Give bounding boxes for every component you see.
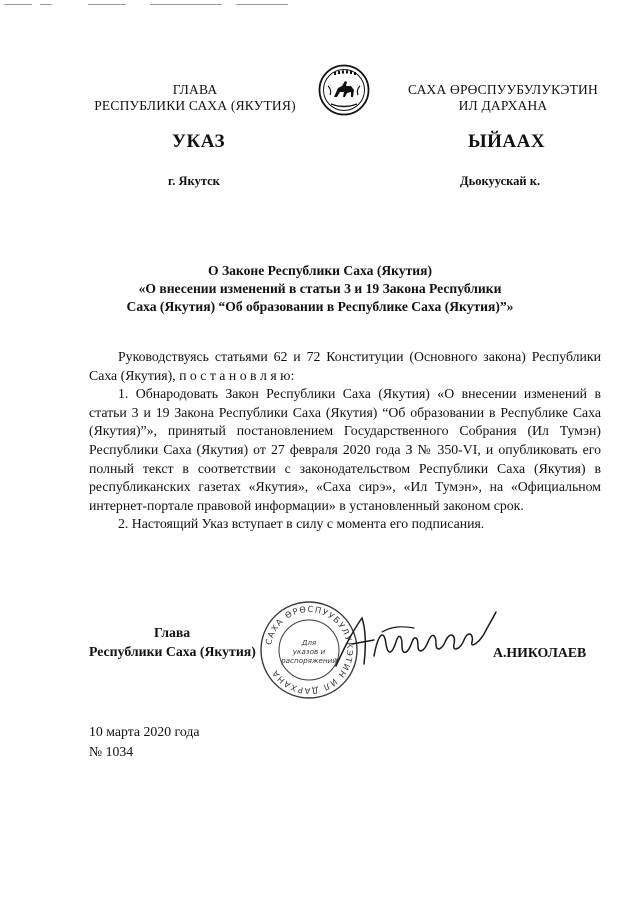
title-line-3: Саха (Якутия) “Об образовании в Республике Саха (Якутия)”» xyxy=(126,299,514,314)
header-left-line-1: ГЛАВА xyxy=(172,82,218,97)
signature-title-line-2: Республики Саха (Якутия) xyxy=(89,644,256,659)
signatory-name: А.НИКОЛАЕВ xyxy=(493,645,587,660)
header-right-line-2: ИЛ ДАРХАНА xyxy=(458,98,548,113)
body-item-1: 1. Обнародовать Закон Республики Саха (Якутия) «О внесении изменений в статьи 3 и 19 Закона Республики Саха (Якутия) “Об образовании в Республике Саха (Якутия)”», принятый постановлением Государственного Собрания (Ил Тумэн) Республики Саха (Якутия) от 27 февраля 2020 года З № 350-VI, и опубликовать его полный текст в соответствии с законодательством Республики Саха (Якутия) в республиканских газетах «Якутия», «Саха сирэ», «Ил Тумэн», на «Официальном интернет-портале правовой информации» в установленный законом срок. xyxy=(89,386,601,513)
decree-number: № 1034 xyxy=(89,744,134,759)
coat-of-arms-emblem xyxy=(318,64,370,116)
title-line-2: «О внесении изменений в статьи 3 и 19 Закона Республики xyxy=(138,281,502,296)
signature-title-line-1: Глава xyxy=(154,625,191,640)
body-intro: Руководствуясь статьями 62 и 72 Конституции (Основного закона) Республики Саха (Якутия), п о с т а н о в л я ю: xyxy=(89,349,601,383)
stamp-center-line-3: распоряжений xyxy=(281,656,337,665)
document-body xyxy=(89,348,601,534)
scan-artifact-line xyxy=(40,4,52,5)
stamp-center-line-2: указов и xyxy=(292,647,326,656)
scan-artifact-line xyxy=(88,4,126,5)
header-right xyxy=(388,82,618,114)
handwritten-signature xyxy=(322,604,512,674)
body-item-2: 2. Настоящий Указ вступает в силу с момента его подписания. xyxy=(118,516,485,532)
scan-artifact-line xyxy=(150,4,222,5)
document-title xyxy=(90,262,550,316)
stamp-center-line-1: Для xyxy=(301,638,317,647)
decree-label-yakut: ЫЙААХ xyxy=(468,131,546,152)
stamp-ring-text: САХА ӨРӨСПУУБУЛУКЭТИН ИЛ ДАРХАНА xyxy=(263,603,356,697)
header-left xyxy=(80,82,310,114)
decree-date: 10 марта 2020 года xyxy=(89,724,200,739)
header-right-line-1: САХА ӨРӨСПУУБУЛУКЭТИН xyxy=(408,82,598,97)
city-left: г. Якутск xyxy=(168,174,220,188)
city-right: Дьокуускай к. xyxy=(460,174,541,188)
scan-artifact-line xyxy=(4,4,32,5)
header-left-line-2: РЕСПУБЛИКИ САХА (ЯКУТИЯ) xyxy=(94,98,296,113)
decree-label-russian: УКАЗ xyxy=(172,131,225,152)
scan-artifact-line xyxy=(236,4,288,5)
title-line-1: О Законе Республики Саха (Якутия) xyxy=(207,263,433,278)
